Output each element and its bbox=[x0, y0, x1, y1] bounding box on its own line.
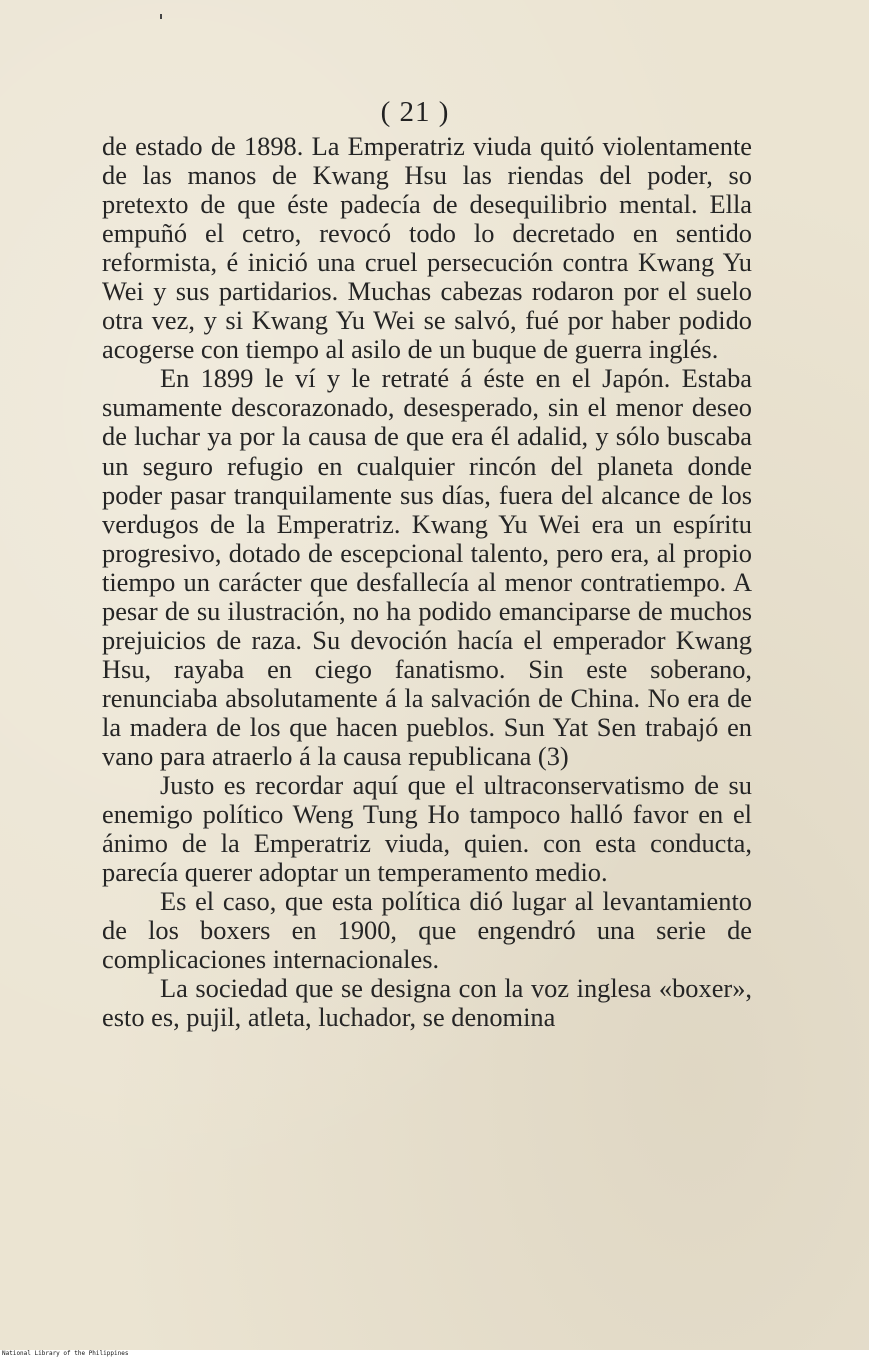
paragraph-5: La sociedad que se designa con la voz inglesa «boxer», esto es, pujil, atleta, luchador, se denomina bbox=[102, 973, 752, 1033]
paper-speck bbox=[160, 14, 162, 19]
library-credit: National Library of the Philippines bbox=[2, 1350, 129, 1357]
page-number: ( 21 ) bbox=[380, 96, 450, 128]
paragraph-4: Es el caso, que esta política dió lugar al levantamiento de los boxers en 1900, que engendró una serie de complicaciones internacionales. bbox=[102, 886, 752, 975]
paragraph-3: Justo es recordar aquí que el ultraconservatismo de su enemigo político Weng Tung Ho tampoco halló favor en el ánimo de la Emperatriz viuda, quien. con esta conducta, parecía querer adoptar un temperamento medio. bbox=[102, 770, 752, 888]
footer-strip bbox=[0, 1350, 869, 1358]
paragraph-2: En 1899 le ví y le retraté á éste en el Japón. Estaba sumamente descorazonado, desesperado, sin el menor deseo de luchar ya por la causa de que era él adalid, y sólo buscaba un seguro refugio en cualquier rincón del planeta donde poder pasar tranquilamente sus días, fuera del alcance de los verdugos de la Emperatriz. Kwang Yu Wei era un espíritu progresivo, dotado de escepcional talento, pero era, al propio tiempo un carácter que desfallecía al menor contratiempo. A pesar de su ilustración, no ha podido emanciparse de muchos prejuicios de raza. Su devoción hacía el emperador Kwang Hsu, rayaba en ciego fanatismo. Sin este soberano, renunciaba absolutamente á la salvación de China. No era de la madera de los que hacen pueblos. Sun Yat Sen trabajó en vano para atraerlo á la causa republicana (3) bbox=[102, 363, 752, 771]
paragraph-1: de estado de 1898. La Emperatriz viuda quitó violentamente de las manos de Kwang Hsu las riendas del poder, so pretexto de que éste padecía de desequilibrio mental. Ella empuñó el cetro, revocó todo lo decretado en sentido reformista, é inició una cruel persecución contra Kwang Yu Wei y sus partidarios. Muchas cabezas rodaron por el suelo otra vez, y si Kwang Yu Wei se salvó, fué por haber podido acogerse con tiempo al asilo de un buque de guerra inglés. bbox=[102, 131, 752, 365]
body-text bbox=[102, 132, 752, 1032]
